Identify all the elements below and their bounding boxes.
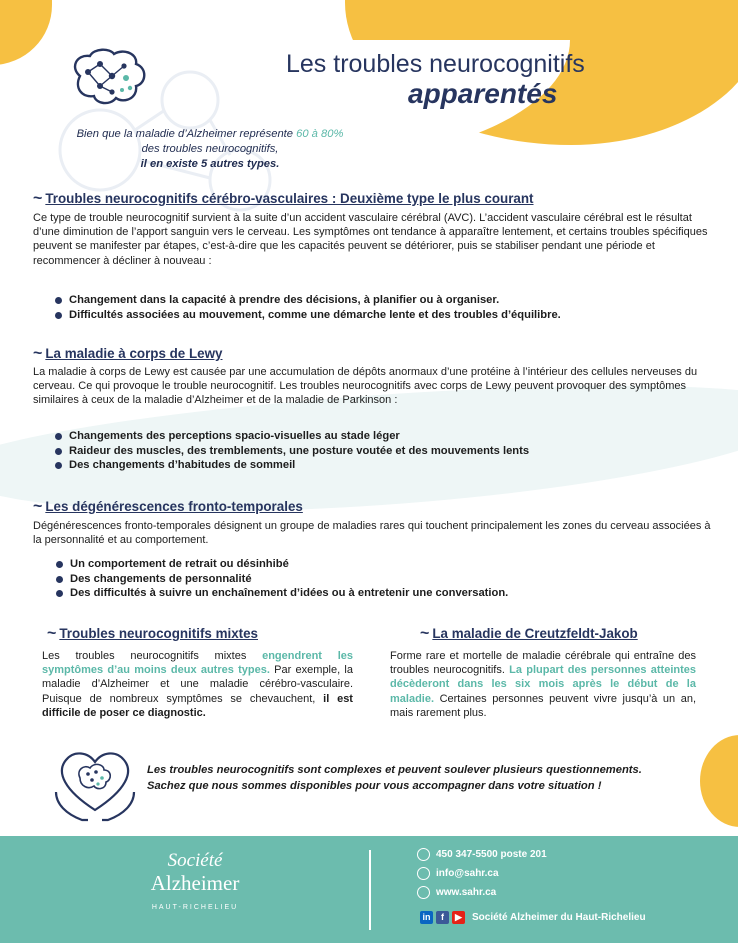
section3-bullets bbox=[56, 557, 696, 601]
tilde-icon: ~ bbox=[33, 189, 43, 207]
tilde-icon: ~ bbox=[47, 624, 57, 642]
brain-network-icon bbox=[66, 48, 152, 110]
social-row bbox=[420, 911, 646, 924]
list-item: Raideur des muscles, des tremblements, une posture voutée et des mouvements lents bbox=[55, 444, 695, 459]
footer-divider bbox=[369, 850, 371, 930]
footer-logo bbox=[120, 851, 270, 911]
top-left-yellow-blob bbox=[0, 0, 52, 65]
bullet-icon bbox=[55, 448, 62, 455]
tilde-icon: ~ bbox=[420, 624, 430, 642]
list-item: Un comportement de retrait ou désinhibé bbox=[56, 557, 696, 572]
page-title-line2: apparentés bbox=[408, 78, 558, 109]
bullet-icon bbox=[55, 312, 62, 319]
list-item: Des difficultés à suivre un enchaînement d’idées ou à entretenir une conversation. bbox=[56, 586, 696, 601]
section5-header bbox=[420, 626, 638, 641]
logo-line1: Société bbox=[167, 850, 223, 871]
intro-part1: Bien que la maladie d’Alzheimer représente bbox=[76, 128, 294, 140]
facebook-icon[interactable]: f bbox=[436, 911, 449, 924]
footer-contact bbox=[417, 845, 547, 902]
section2-bullets bbox=[55, 429, 695, 473]
email-row bbox=[417, 864, 547, 883]
social-label: Société Alzheimer du Haut-Richelieu bbox=[472, 912, 646, 923]
section5-highlight: La plupart des personnes atteintes décèderont dans les six mois après le début de la maladie. bbox=[390, 664, 697, 705]
section3-heading: Les dégénérescences fronto-temporales bbox=[45, 499, 303, 514]
section4-heading: Troubles neurocognitifs mixtes bbox=[59, 626, 259, 641]
section2-body: La maladie à corps de Lewy est causée par une accumulation de dépôts anormaux d’une protéine à l’intérieur des cellules nerveuses du cerveau. Ce qui provoque le trouble neurocognitif. Les troubles neurocognitifs avec corps de Lewy peuvent provoquer des symptômes similaires à ceux de la maladie d’Alzheimer et de la maladie de Parkinson : bbox=[33, 366, 698, 407]
logo-line3: HAUT-RICHELIEU bbox=[151, 904, 239, 911]
logo-line2: Alzheimer bbox=[150, 871, 240, 895]
phone-icon bbox=[417, 848, 430, 861]
intro-text bbox=[50, 127, 370, 172]
youtube-icon[interactable]: ▶ bbox=[452, 911, 465, 924]
intro-highlight: 60 à 80% bbox=[296, 128, 344, 140]
section4-header bbox=[47, 626, 258, 641]
section1-header bbox=[33, 191, 534, 206]
intro-part3: il en existe 5 autres types. bbox=[140, 158, 280, 170]
website-link[interactable]: www.sahr.ca bbox=[436, 887, 497, 898]
section1-bullets bbox=[55, 293, 695, 322]
email-icon bbox=[417, 867, 430, 880]
section3-body: Dégénérescences fronto-temporales désignent un groupe de maladies rares qui touchent principalement les zones du cerveau associées à la personnalité et au comportement. bbox=[33, 520, 711, 547]
bullet-icon bbox=[55, 297, 62, 304]
section2-heading: La maladie à corps de Lewy bbox=[45, 346, 223, 361]
tilde-icon: ~ bbox=[33, 497, 43, 515]
closing-line2: Sachez que nous sommes disponibles pour vous accompagner dans votre situation ! bbox=[147, 780, 602, 792]
section5-body: Forme rare et mortelle de maladie cérébrale qui entraîne des troubles neurocognitifs. La plupart des personnes atteintes décèderont dans les six mois après le début de la maladie. Certaines personnes peuvent vivre jusqu’à un an, mais rarement plus. bbox=[390, 650, 697, 719]
bullet-icon bbox=[56, 561, 63, 568]
page-title-line1: Les troubles neurocognitifs bbox=[286, 50, 585, 78]
section3-header bbox=[33, 499, 303, 514]
bullet-icon bbox=[56, 576, 63, 583]
heart-hands-brain-icon bbox=[52, 748, 138, 824]
bullet-icon bbox=[55, 462, 62, 469]
globe-icon bbox=[417, 886, 430, 899]
linkedin-icon[interactable]: in bbox=[420, 911, 433, 924]
website-row bbox=[417, 883, 547, 902]
list-item: Des changements d’habitudes de sommeil bbox=[55, 458, 695, 473]
list-item: Des changements de personnalité bbox=[56, 572, 696, 587]
section2-header bbox=[33, 346, 222, 361]
section4-body: Les troubles neurocognitifs mixtes engendrent les symptômes d’au moins deux autres types. Par exemple, la maladie d’Alzheimer et une maladie cérébro-vasculaire. Puisque de nombreux symptômes se chevauchent, il est difficile de poser ce diagnostic. bbox=[42, 650, 353, 719]
email-link[interactable]: info@sahr.ca bbox=[436, 868, 499, 879]
section4-bold: il est difficile de poser ce diagnostic. bbox=[42, 692, 353, 719]
bullet-icon bbox=[55, 433, 62, 440]
bullet-icon bbox=[56, 590, 63, 597]
tilde-icon: ~ bbox=[33, 344, 43, 362]
list-item: Changement dans la capacité à prendre des décisions, à planifier ou à organiser. bbox=[55, 293, 695, 308]
section4-highlight: engendrent les symptômes d’au moins deux autres types. bbox=[42, 650, 353, 677]
section5-heading: La maladie de Creutzfeldt-Jakob bbox=[432, 626, 638, 641]
phone-number[interactable]: 450 347-5500 poste 201 bbox=[436, 849, 547, 860]
section1-heading: Troubles neurocognitifs cérébro-vasculaires : Deuxième type le plus courant bbox=[45, 191, 534, 206]
closing-text bbox=[147, 762, 707, 794]
list-item: Changements des perceptions spacio-visuelles au stade léger bbox=[55, 429, 695, 444]
intro-part2: des troubles neurocognitifs, bbox=[141, 143, 279, 155]
list-item: Difficultés associées au mouvement, comme une démarche lente et des troubles d’équilibre. bbox=[55, 308, 695, 323]
closing-line1: Les troubles neurocognitifs sont complexes et peuvent soulever plusieurs questionnements. bbox=[147, 764, 642, 776]
section1-body: Ce type de trouble neurocognitif survient à la suite d’un accident vasculaire cérébral (AVC). L’accident vasculaire cérébral est le résultat d’une diminution de l’apport sanguin vers le cerveau. Les symptômes ont tendance à apparaître lentement, et certains troubles spécifiques peuvent se manifester par étapes, c’est-à-dire que les capacités peuvent se détériorer, puis se stabiliser pendant une période et recommencer à décliner à nouveau : bbox=[33, 212, 708, 267]
phone-row bbox=[417, 845, 547, 864]
